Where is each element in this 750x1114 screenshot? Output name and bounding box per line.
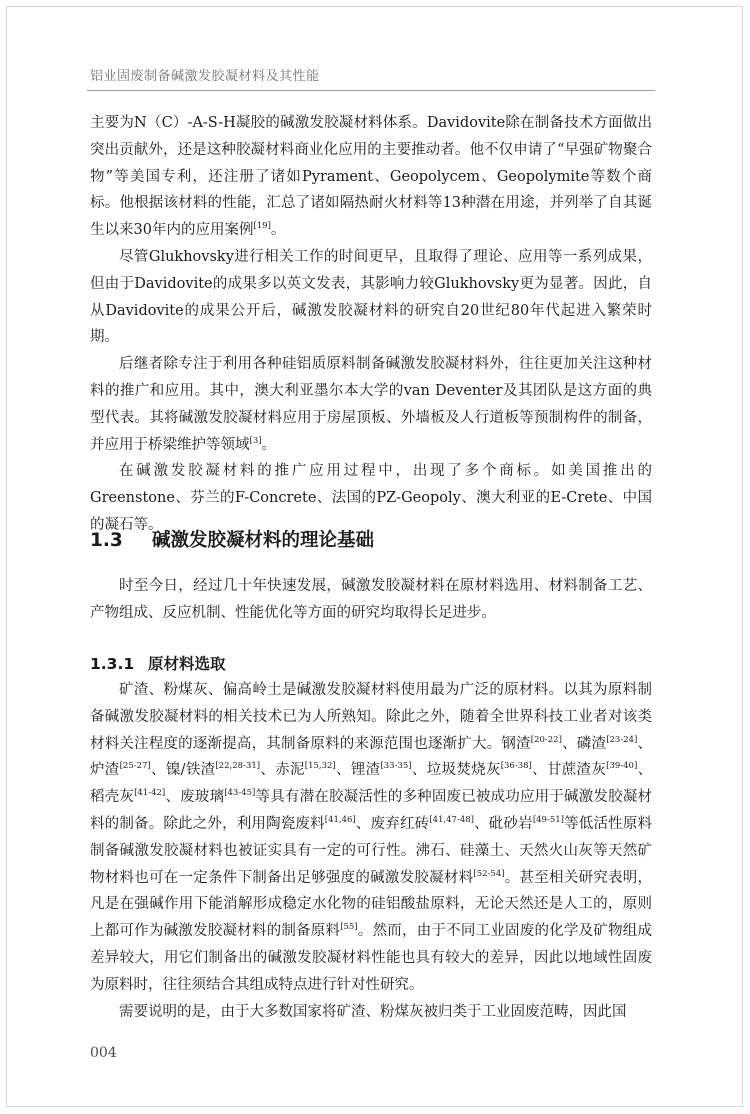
subsection-heading (90, 652, 226, 674)
paragraph-2: 尽管Glukhovsky进行相关工作的时间更早，且取得了理论、应用等一系列成果，但由于Davidovite的成果多以英文发表，其影响力较Glukhovsky更为显著。因此，自从Davidovite的成果公开后，碱激发胶凝材料的研究自20世纪80年代起进入繁荣时期。 (90, 248, 652, 346)
raw-materials-paragraph (90, 677, 652, 999)
citation: [36-38] (500, 761, 532, 772)
text-run: 、废玻璃 (165, 789, 225, 806)
text-run: 、废弃红砖 (355, 815, 430, 832)
citation: [49-51] (532, 814, 564, 825)
citation: [39-40] (606, 761, 638, 772)
subsection-title: 原材料选取 (148, 655, 226, 673)
section-intro-block (90, 573, 652, 627)
citation: [43-45] (224, 788, 256, 799)
citation: [41-42] (134, 788, 166, 799)
section-heading (90, 526, 374, 552)
section-number: 1.3 (90, 530, 123, 551)
paragraph-1 (90, 110, 652, 244)
running-head: 铝业固废制备碱激发胶凝材料及其性能 (90, 69, 320, 84)
text-run: 等低活性原料制备碱激发胶凝材料也被证实具有一定的可行性。沸石、硅藻土、天然火山灰等天然矿物材料也可在一定条件下制备出足够强度的碱激发胶凝材料 (90, 815, 653, 886)
text-run: 矿渣、粉煤灰、偏高岭土是碱激发胶凝材料使用最为广泛的原材料。以其为原料制备碱激发胶凝材料的相关技术已为人所熟知。除此之外，随着全世界科技工业者对该类材料关注程度的逐渐提高，其制备原料的来源范围也逐渐扩大。钢渣 (90, 682, 652, 752)
paragraph-3-text: 后继者除专注于利用各种硅铝质原料制备碱激发胶凝材料外，往往更加关注这种材料的推广和应用。其中，澳大利亚墨尔本大学的van Deventer及其团队是这方面的典型代表。其将碱激发胶凝材料应用于房屋顶板、外墙板及人行道板等预制构件的制备，并应用于桥梁维护等领域 (90, 356, 652, 453)
paragraph-1-text: 主要为N（C）-A-S-H凝胶的碱激发胶凝材料体系。Davidovite除在制备技术方面做出突出贡献外，还是这种胶凝材料商业化应用的主要推动者。他不仅申请了“早强矿物聚合物”等美国专利，还注册了诸如Pyrament、Geopolycem、Geopolymite等数个商标。他根据该材料的性能，汇总了诸如隔热耐火材料等13种潜在用途，并列举了自其诞生以来30年内的应用案例 (90, 115, 652, 239)
text-run: 、磷渣 (561, 735, 607, 752)
citation: [41,46] (324, 814, 356, 825)
text-run: 、锂渣 (335, 762, 381, 779)
paragraph-4: 在碱激发胶凝材料的推广应用过程中，出现了多个商标。如美国推出的Greenstone、芬兰的F-Concrete、法国的PZ-Geopoly、澳大利亚的E-Crete、中国的凝石等。 (90, 463, 652, 533)
citation: [33-35] (380, 761, 412, 772)
section-intro: 时至今日，经过几十年快速发展，碱激发胶凝材料在原材料选用、材料制备工艺、产物组成、反应机制、性能优化等方面的研究均取得长足进步。 (90, 578, 652, 621)
text-run: 、砒砂岩 (473, 815, 533, 832)
body-text-top (90, 110, 652, 539)
last-paragraph: 需要说明的是，由于大多数国家将矿渣、粉煤灰被归类于工业固废范畴，因此国 (119, 1003, 627, 1020)
paragraph-1-end: 。 (270, 222, 286, 239)
citation: [20-22] (530, 734, 562, 745)
text-run: 。甚至相关研究表明，凡是在强碱作用下能消解形成稳定水化物的硅铝酸盐原料，无论天然还是人工的，原则上都可作为碱激发胶凝材料的制备原料 (90, 869, 653, 940)
page-number: 004 (90, 1045, 117, 1061)
text-run: 。然而，由于不同工业固废的化学及矿物组成差异较大，用它们制备出的碱激发胶凝材料性能也具有较大的差异，因此以地域性固废为原料时，往往须结合其组成特点进行针对性研究。 (90, 923, 653, 993)
text-run: 、垃圾焚烧灰 (411, 762, 501, 779)
citation: [15,32] (304, 761, 336, 772)
text-run: 、镍/铁渣 (150, 762, 216, 779)
text-run: 、甘蔗渣灰 (531, 762, 607, 779)
citation-3: [3] (249, 435, 262, 446)
paragraph-3 (90, 351, 652, 458)
section-title: 碱激发胶凝材料的理论基础 (152, 530, 375, 551)
citation: [25-27] (119, 761, 151, 772)
citation: [22,28-31] (215, 761, 261, 772)
raw-materials-block (90, 677, 652, 1025)
text-run: 、赤泥 (260, 762, 305, 779)
text-run: 等具有潜在胶凝活性的多种固废已被成功应用于碱激发胶凝材料的制备。除此之外，利用陶瓷废料 (90, 789, 653, 832)
paragraph-3-end: 。 (261, 436, 277, 453)
citation: [52-54] (473, 868, 505, 879)
text-run: 、炉渣 (90, 735, 653, 779)
header-rule (87, 90, 655, 91)
citation: [55] (340, 922, 358, 933)
subsection-number: 1.3.1 (90, 655, 135, 673)
text-run: 、稻壳灰 (90, 762, 653, 806)
citation: [41,47-48] (429, 814, 474, 825)
citation: [23-24] (606, 734, 638, 745)
citation-19: [19] (253, 221, 271, 232)
